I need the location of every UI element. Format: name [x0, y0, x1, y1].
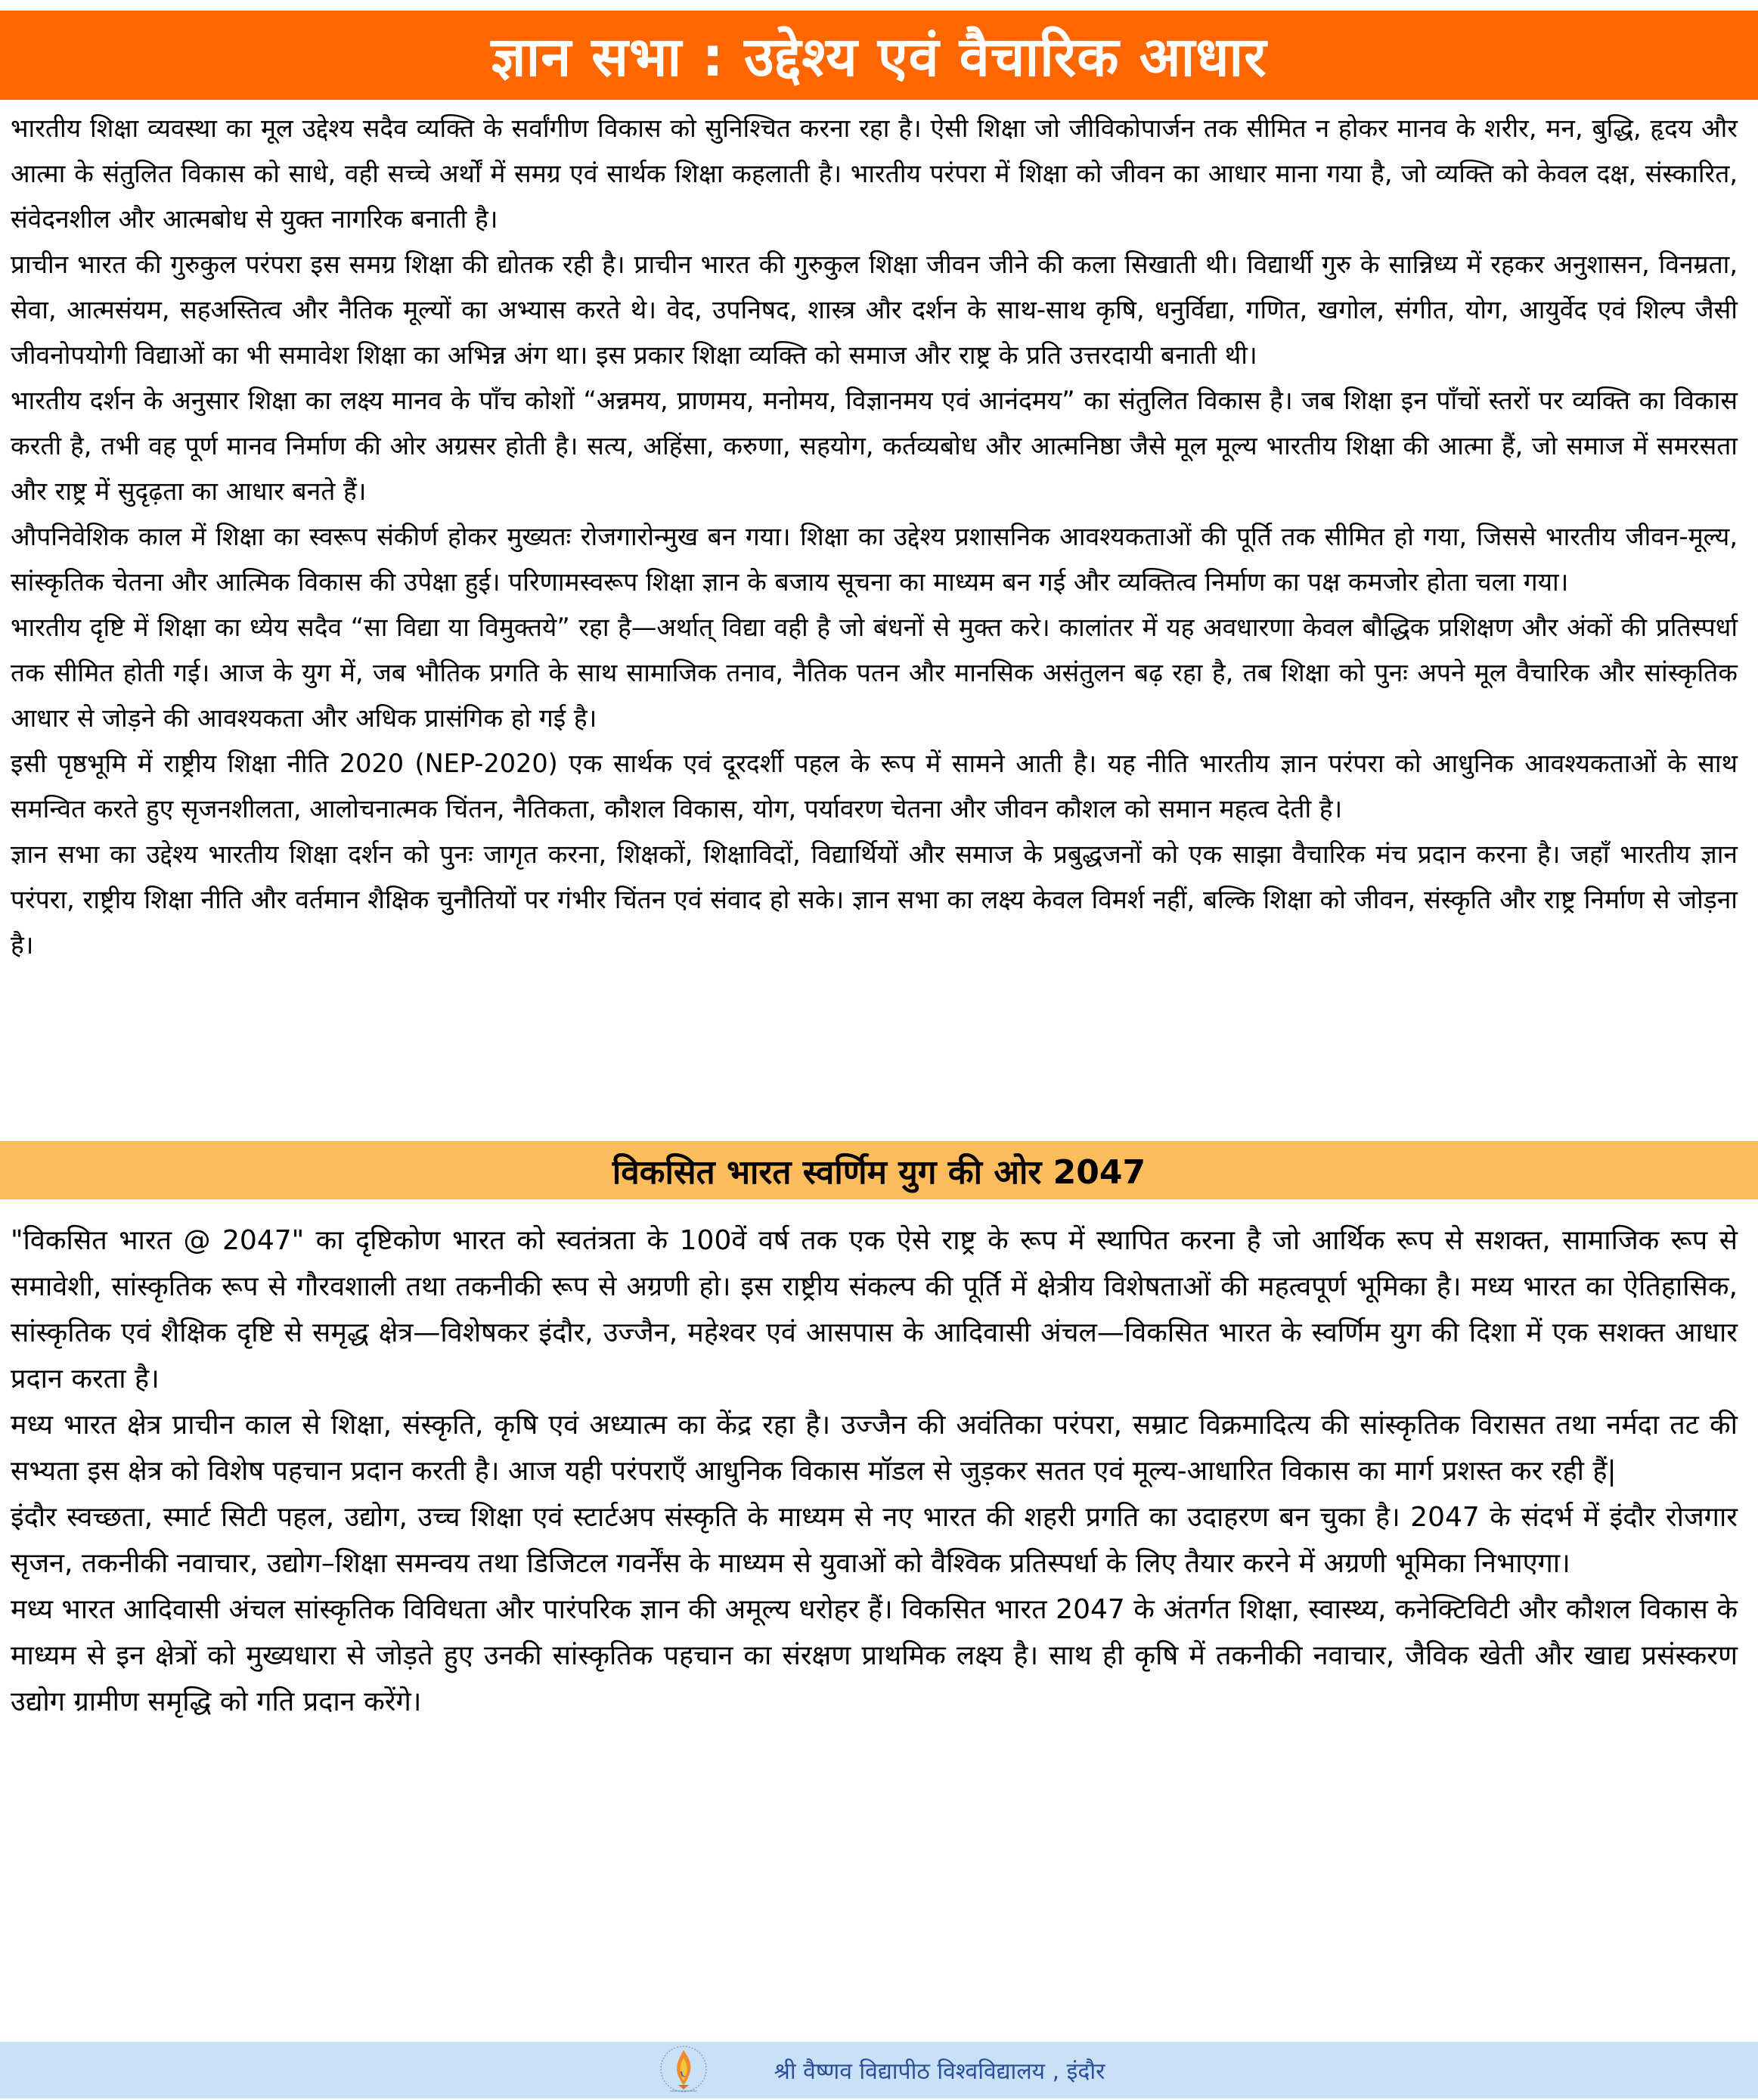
paragraph: मध्य भारत क्षेत्र प्राचीन काल से शिक्षा, संस्कृति, कृषि एवं अध्यात्म का केंद्र रहा है। उज्जैन की अवंतिका परंपरा, सम्राट विक्रमादित्य की सांस्कृतिक विरासत तथा नर्मदा तट की सभ्यता इस क्षेत्र को विशेष पहचान प्रदान करती है। आज यही परंपराएँ आधुनिक विकास मॉडल से जुड़कर सतत एवं मूल्य-आधारित विकास का मार्ग प्रशस्त कर रही हैं|	[11, 1410, 1738, 1487]
paragraph: भारतीय दृष्टि में शिक्षा का ध्येय सदैव “सा विद्या या विमुक्तये” रहा है—अर्थात् विद्या वही है जो बंधनों से मुक्त करे। कालांतर में यह अवधारणा केवल बौद्धिक प्रशिक्षण और अंकों की प्रतिस्पर्धा तक सीमित होती गई। आज के युग में, जब भौतिक प्रगति के साथ सामाजिक तनाव, नैतिक पतन और मानसिक असंतुलन बढ़ रहा है, तब शिक्षा को पुनः अपने मूल वैचारिक और सांस्कृतिक आधार से जोड़ने की आवश्यकता और अधिक प्रासंगिक हो गई है।	[11, 613, 1738, 733]
section-heading-banner	[0, 1141, 1758, 1199]
section-heading: विकसित भारत स्वर्णिम युग की ओर 2047	[612, 1152, 1146, 1192]
university-name: श्री वैष्णव विद्यापीठ विश्वविद्यालय , इंदौर	[774, 2058, 1105, 2085]
paragraph: मध्य भारत आदिवासी अंचल सांस्कृतिक विविधता और पारंपरिक ज्ञान की अमूल्य धरोहर हैं। विकसित भारत 2047 के अंतर्गत शिक्षा, स्वास्थ्य, कनेक्टिविटी और कौशल विकास के माध्यम से इन क्षेत्रों को मुख्यधारा से जोड़ते हुए उनकी सांस्कृतिक पहचान का संरक्षण प्राथमिक लक्ष्य है। साथ ही कृषि में तकनीकी नवाचार, जैविक खेती और खाद्य प्रसंस्करण उद्योग ग्रामीण समृद्धि को गति प्रदान करेंगे।	[11, 1594, 1738, 1717]
paragraph: प्राचीन भारत की गुरुकुल परंपरा इस समग्र शिक्षा की द्योतक रही है। प्राचीन भारत की गुरुकुल शिक्षा जीवन जीने की कला सिखाती थी। विद्यार्थी गुरु के सान्निध्य में रहकर अनुशासन, विनम्रता, सेवा, आत्मसंयम, सहअस्तित्व और नैतिक मूल्यों का अभ्यास करते थे। वेद, उपनिषद, शास्त्र और दर्शन के साथ-साथ कृषि, धनुर्विद्या, गणित, खगोल, संगीत, योग, आयुर्वेद एवं शिल्प जैसी जीवनोपयोगी विद्याओं का भी समावेश शिक्षा का अभिन्न अंग था। इस प्रकार शिक्षा व्यक्ति को समाज और राष्ट्र के प्रति उत्तरदायी बनाती थी।	[11, 250, 1738, 370]
paragraph: इंदौर स्वच्छता, स्मार्ट सिटी पहल, उद्योग, उच्च शिक्षा एवं स्टार्टअप संस्कृति के माध्यम से नए भारत की शहरी प्रगति का उदाहरण बन चुका है। 2047 के संदर्भ में इंदौर रोजगार सृजन, तकनीकी नवाचार, उद्योग–शिक्षा समन्वय तथा डिजिटल गवर्नेंस के माध्यम से युवाओं को वैश्विक प्रतिस्पर्धा के लिए तैयार करने में अग्रणी भूमिका निभाएगा।	[11, 1502, 1738, 1579]
paragraph: इसी पृष्ठभूमि में राष्ट्रीय शिक्षा नीति 2020 (NEP-2020) एक सार्थक एवं दूरदर्शी पहल के रूप में सामने आती है। यह नीति भारतीय ज्ञान परंपरा को आधुनिक आवश्यकताओं के साथ समन्वित करते हुए सृजनशीलता, आलोचनात्मक चिंतन, नैतिकता, कौशल विकास, योग, पर्यावरण चेतना और जीवन कौशल को समान महत्व देती है।	[11, 749, 1738, 824]
page-title: ज्ञान सभा : उद्देश्य एवं वैचारिक आधार	[491, 25, 1267, 88]
paragraph: "विकसित भारत @ 2047" का दृष्टिकोण भारत को स्वतंत्रता के 100वें वर्ष तक एक ऐसे राष्ट्र के रूप में स्थापित करना है जो आर्थिक रूप से सशक्त, सामाजिक रूप से समावेशी, सांस्कृतिक रूप से गौरवशाली तथा तकनीकी रूप से अग्रणी हो। इस राष्ट्रीय संकल्प की पूर्ति में क्षेत्रीय विशेषताओं की महत्वपूर्ण भूमिका है। मध्य भारत का ऐतिहासिक, सांस्कृतिक एवं शैक्षिक दृष्टि से समृद्ध क्षेत्र—विशेषकर इंदौर, उज्जैन, महेश्वर एवं आसपास के आदिवासी अंचल—विकसित भारत के स्वर्णिम युग की दिशा में एक सशक्त आधार प्रदान करता है।	[11, 1225, 1738, 1394]
paragraph: भारतीय दर्शन के अनुसार शिक्षा का लक्ष्य मानव के पाँच कोशों “अन्नमय, प्राणमय, मनोमय, विज्ञानमय एवं आनंदमय” का संतुलित विकास है। जब शिक्षा इन पाँचों स्तरों पर व्यक्ति का विकास करती है, तभी वह पूर्ण मानव निर्माण की ओर अग्रसर होती है। सत्य, अहिंसा, करुणा, सहयोग, कर्तव्यबोध और आत्मनिष्ठा जैसे मूल मूल्य भारतीय शिक्षा की आत्मा हैं, जो समाज में समरसता और राष्ट्र में सुदृढ़ता का आधार बनते हैं।	[11, 386, 1738, 506]
section-viksit-bharat	[11, 1218, 1738, 1725]
footer	[0, 2042, 1758, 2098]
title-banner	[0, 11, 1758, 100]
paragraph: ज्ञान सभा का उद्देश्य भारतीय शिक्षा दर्शन को पुनः जागृत करना, शिक्षकों, शिक्षाविदों, विद्यार्थियों और समाज के प्रबुद्धजनों को एक साझा वैचारिक मंच प्रदान करना है। जहाँ भारतीय ज्ञान परंपरा, राष्ट्रीय शिक्षा नीति और वर्तमान शैक्षिक चुनौतियों पर गंभीर चिंतन एवं संवाद हो सके। ज्ञान सभा का लक्ष्य केवल विमर्श नहीं, बल्कि शिक्षा को जीवन, संस्कृति और राष्ट्र निर्माण से जोड़ना है।	[11, 839, 1738, 960]
paragraph: भारतीय शिक्षा व्यवस्था का मूल उद्देश्य सदैव व्यक्ति के सर्वांगीण विकास को सुनिश्चित करना रहा है। ऐसी शिक्षा जो जीविकोपार्जन तक सीमित न होकर मानव के शरीर, मन, बुद्धि, हृदय और आत्मा के संतुलित विकास को साधे, वही सच्चे अर्थों में समग्र एवं सार्थक शिक्षा कहलाती है। भारतीय परंपरा में शिक्षा को जीवन का आधार माना गया है, जो व्यक्ति को केवल दक्ष, संस्कारित, संवेदनशील और आत्मबोध से युक्त नागरिक बनाती है।	[11, 113, 1738, 234]
flame-emblem-icon	[653, 2044, 714, 2097]
section-gyan-sabha	[11, 106, 1738, 968]
paragraph: औपनिवेशिक काल में शिक्षा का स्वरूप संकीर्ण होकर मुख्यतः रोजगारोन्मुख बन गया। शिक्षा का उद्देश्य प्रशासनिक आवश्यकताओं की पूर्ति तक सीमित हो गया, जिससे भारतीय जीवन-मूल्य, सांस्कृतिक चेतना और आत्मिक विकास की उपेक्षा हुई। परिणामस्वरूप शिक्षा ज्ञान के बजाय सूचना का माध्यम बन गई और व्यक्तित्व निर्माण का पक्ष कमजोर होता चला गया।	[11, 522, 1738, 597]
